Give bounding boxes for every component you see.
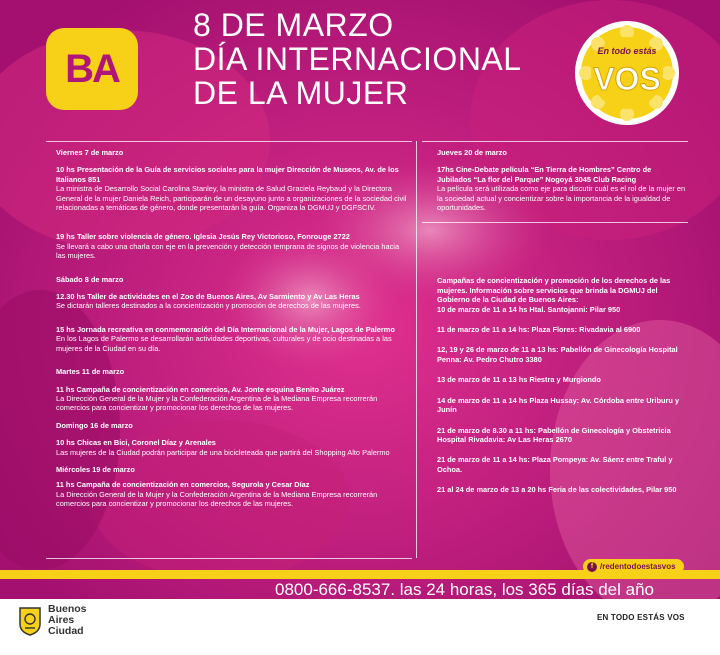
event-description: Se llevará a cabo una charla con eje en la prevención y detección temprana de signos de violencia hacia las mujeres. xyxy=(56,241,400,261)
events-right-column xyxy=(437,148,687,506)
day-heading: Domingo 16 de marzo xyxy=(56,420,133,430)
divider-top-left xyxy=(46,141,412,142)
day-heading: Viernes 7 de marzo xyxy=(56,148,124,157)
event-description: La Dirección General de la Mujer y la Confederación Argentina de la Mediana Empresa recorrerán comercios para concientizar y promocionar los derechos de las mujeres. xyxy=(56,393,378,413)
event-item xyxy=(56,438,408,457)
event-title: 15 hs Jornada recreativa en conmemoración del Día Internacional de la Mujer, Lagos de Palermo xyxy=(56,324,395,334)
facebook-link[interactable] xyxy=(583,559,684,574)
day-heading: Miércoles 19 de marzo xyxy=(56,464,135,474)
event-title: 11 hs Campaña de concientización en comercios, Segurola y Cesar Díaz xyxy=(56,480,310,490)
footer-slogan: EN TODO ESTÁS VOS xyxy=(597,613,685,622)
event-title: 17hs Cine-Debate película “En Tierra de Hombres” Centro de Jubilados “La flor del Parque” Nogoyá 3045 Club Racing xyxy=(437,165,652,184)
campaign-item: 12, 19 y 26 de marzo de 11 a 13 hs: Pabellón de Ginecología Hospital Penna: Av. Pedro Chutro 3380 xyxy=(437,345,678,364)
buenos-aires-ciudad-logo xyxy=(18,604,87,637)
campaign-item: 10 de marzo de 11 a 14 hs Htal. Santojanni: Pilar 950 xyxy=(437,304,621,314)
hotline-text: 0800-666-8537. las 24 horas, los 365 días del año xyxy=(275,580,654,599)
ba-logo-text: BA xyxy=(65,46,119,91)
event-item xyxy=(56,292,408,311)
page-title xyxy=(193,8,522,110)
event-description: La ministra de Desarrollo Social Carolina Stanley, la ministra de Salud Graciela Reybaud y la Directora General de la mujer Daniela Reich, participarán de un desayuno junto a organizaciones de la sociedad civil relacionadas a temáticas de género, donde presentarán la guía. Organiza la DGMUJ y DGFSCIV. xyxy=(56,184,407,213)
divider-bottom-left xyxy=(46,558,412,559)
event-item xyxy=(56,480,408,508)
badge-main-text: VOS xyxy=(593,61,661,97)
footer-bar xyxy=(0,599,720,655)
city-logo-line-1: Buenos xyxy=(48,603,87,615)
campaign-intro: Campañas de concientización y promoción de los derechos de las mujeres. Información sobre servicios que brinda la DGMUJ del Gobierno de la Ciudad de Buenos Aires: xyxy=(437,276,671,305)
event-title: 12.30 hs Taller de actividades en el Zoo de Buenos Aires, Av Sarmiento y Av Las Heras xyxy=(56,292,360,302)
event-item xyxy=(56,385,408,413)
event-title: 10 hs Presentación de la Guía de servicios sociales para la mujer Dirección de Museos, Av. de los Italianos 851 xyxy=(56,165,399,184)
divider-vertical xyxy=(416,141,417,558)
city-seal-icon xyxy=(18,606,42,636)
events-left-column xyxy=(56,148,408,523)
event-description: La película será utilizada como eje para discutir cuál es el rol de la mujer en la sociedad actual y concientizar sobre la importancia de la igualdad de oportunidades. xyxy=(437,184,686,213)
divider-top-right xyxy=(422,141,688,142)
day-heading: Sábado 8 de marzo xyxy=(56,274,124,284)
event-item xyxy=(56,232,408,260)
event-title: 10 hs Chicas en Bici, Coronel Díaz y Arenales xyxy=(56,438,216,448)
day-heading: Martes 11 de marzo xyxy=(56,367,125,377)
campaign-item: 21 al 24 de marzo de 13 a 20 hs Feria de las colectividades, Pilar 950 xyxy=(437,485,677,495)
campaign-item: 21 de marzo de 11 a 14 hs: Plaza Pompeya: Av. Sáenz entre Traful y Ochoa. xyxy=(437,455,673,474)
campaign-item: 11 de marzo de 11 a 14 hs: Plaza Flores: Rivadavia al 6900 xyxy=(437,325,641,335)
badge-top-text: En todo estás xyxy=(597,46,657,56)
event-description: La Dirección General de la Mujer y la Confederación Argentina de la Mediana Empresa recorrerán comercios para concientizar y promocionar los derechos de las mujeres. xyxy=(56,489,378,509)
event-description: Se dictarán talleres destinados a la concientización y promoción de derechos de las mujeres. xyxy=(56,301,361,311)
event-title: 19 hs Taller sobre violencia de género. Iglesia Jesús Rey Victorioso, Fonrouge 2722 xyxy=(56,232,350,242)
event-item xyxy=(56,325,408,353)
facebook-icon: f xyxy=(587,562,597,572)
city-logo-line-3: Ciudad xyxy=(48,625,84,637)
title-line-2: DÍA INTERNACIONAL xyxy=(193,41,522,77)
title-line-3: DE LA MUJER xyxy=(193,75,409,111)
event-description: En los Lagos de Palermo se desarrollarán actividades deportivas, culturales y de ocio destinadas a las mujeres de la Ciudad en su día. xyxy=(56,334,392,353)
vos-badge-logo xyxy=(572,18,682,128)
city-logo-line-2: Aires xyxy=(48,614,75,626)
day-heading: Jueves 20 de marzo xyxy=(437,148,507,157)
campaign-item: 14 de marzo de 11 a 14 hs Plaza Hussay: Av. Córdoba entre Uriburu y Junín xyxy=(437,395,680,415)
campaign-item: 13 de marzo de 11 a 13 hs Riestra y Murgiondo xyxy=(437,375,601,385)
event-item xyxy=(437,165,687,212)
event-title: 11 hs Campaña de concientización en comercios, Av. Jonte esquina Benito Juárez xyxy=(56,384,345,394)
campaign-item: 21 de marzo de 8.30 a 11 hs: Pabellón de Ginecología y Obstetricia Hospital Rivadavia: Av Las Heras 2670 xyxy=(437,425,671,444)
ba-logo xyxy=(46,28,138,110)
facebook-handle: /redentodoestasvos xyxy=(600,562,676,571)
title-line-1: 8 DE MARZO xyxy=(193,7,394,43)
event-item xyxy=(56,165,408,212)
event-description: Las mujeres de la Ciudad podrán participar de una bicicleteada que partirá del Shopping Alto Palermo xyxy=(56,447,390,457)
